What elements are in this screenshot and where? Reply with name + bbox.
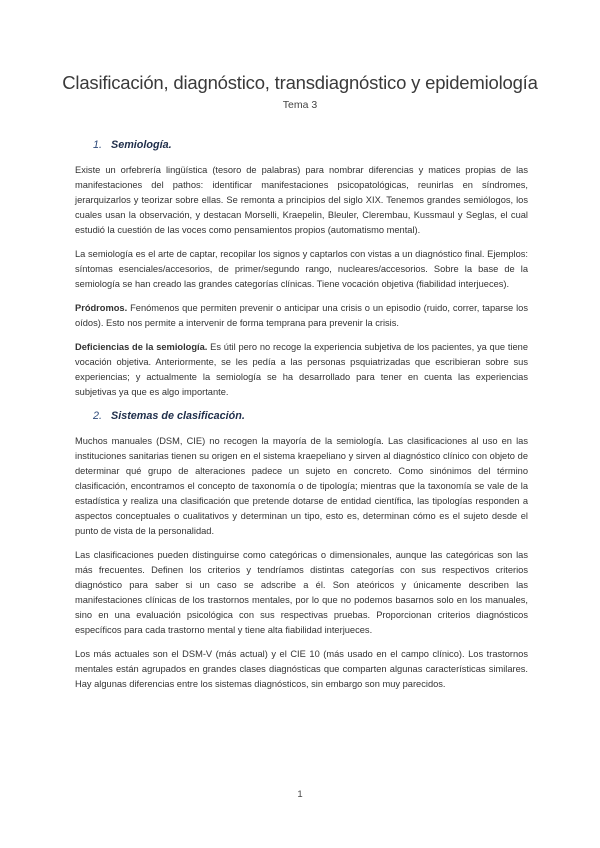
document-subtitle: Tema 3 <box>282 99 318 111</box>
paragraph-text: Las clasificaciones pueden distinguirse como categóricas o dimensionales, aunque las categóricas son las más frecuentes. Definen los criterios y tendríamos distintas categorías con sus respectivos criterios diagnóstico para saber si un caso se adscribe a él. Son ateóricos y únicamente describen las manifestaciones clínicas de los trastornos mentales, por lo que no podemos basarnos solo en los manuales, sino en una evaluación psicológica con sus respectivas pruebas. Proporcionan criterios diagnósticos específicos para cada trastorno mental y tiene alta fiabilidad interjueces. <box>75 550 528 635</box>
section-title: Sistemas de clasificación. <box>111 410 245 422</box>
paragraph <box>75 163 528 238</box>
paragraph-lead: Pródromos. <box>75 303 128 313</box>
paragraph-text: Los más actuales son el DSM-V (más actual) y el CIE 10 (más usado en el campo clínico). Los trastornos mentales están agrupados en grandes clases diagnósticas que comparten algunas características similares. Hay algunas diferencias entre los sistemas diagnósticos, sin embargo son muy parecidos. <box>75 649 528 689</box>
paragraph <box>75 301 528 331</box>
paragraph-text: Muchos manuales (DSM, CIE) no recogen la mayoría de la semiología. Las clasificaciones al uso en las instituciones sanitarias tienen su origen en el sistema kraepeliano y sirven al diagnóstico clínico con objeto de determinar qué grupo de alteraciones padece un sujeto en concreto. Como sinónimos del término clasificación, encontramos el concepto de taxonomía o de tipología; mientras que la taxonomía se vale de la estadística y realiza una clasificación que pretende dotarse de entidad científica, las tipologías responden a aspectos conceptuales o cualitativos y determinan un tipo, esto es, determinan cómo es el sujeto desde el punto de vista de la personalidad. <box>75 436 528 536</box>
paragraph-lead: Deficiencias de la semiología. <box>75 342 208 352</box>
paragraph-text: La semiología es el arte de captar, recopilar los signos y captarlos con vistas a un diagnóstico final. Ejemplos: síntomas esenciales/accesorios, de primer/segundo rango, nucleares/accesorios. Sobre la base de la semiología se han creado las grandes categorías clínicas. Tiene vocación objetiva (fiabilidad interjueces). <box>75 249 528 289</box>
page-number: 1 <box>297 789 303 800</box>
paragraph <box>75 247 528 292</box>
paragraph <box>75 548 528 638</box>
paragraph-text: Existe un orfebrería lingüística (tesoro de palabras) para nombrar diferencias y matices propias de las manifestaciones del pathos: identificar manifestaciones psicopatológicas, reunirlas en síndromes, jerarquizarlos y teorizar sobre ellas. Se remonta a principios del siglo XIX. Tenemos grandes semiólogos, los cuales usan la observación, y destacan Morselli, Kraepelin, Bleuler, Clerembau, Kussmaul y Seglas, el cual estudió la cuestión de las voces como pensamientos propios (automatismo mental). <box>75 165 528 235</box>
section-heading <box>93 138 528 153</box>
document-body <box>75 138 528 701</box>
section-number: 1. <box>93 139 103 151</box>
paragraph <box>75 434 528 539</box>
document-title: Clasificación, diagnóstico, transdiagnóstico y epidemiología <box>62 72 538 93</box>
section-number: 2. <box>93 410 103 422</box>
paragraph-text: Es útil pero no recoge la experiencia subjetiva de los pacientes, ya que tiene vocación objetiva. Anteriormente, se les pedía a las personas psquiatrizadas que escribieran sobre sus experiencias; y actualmente la semiología se ha desarrollado para tener en cuenta las experiencias subjetivas ya que es algo importante. <box>75 342 528 397</box>
paragraph-text: Fenómenos que permiten prevenir o anticipar una crisis o un episodio (ruido, correr, taparse los oídos). Esto nos permite a intervenir de forma temprana para prevenir la crisis. <box>75 303 528 328</box>
paragraph <box>75 647 528 692</box>
section-heading <box>93 409 528 424</box>
section-title: Semiología. <box>111 139 172 151</box>
paragraph <box>75 340 528 400</box>
